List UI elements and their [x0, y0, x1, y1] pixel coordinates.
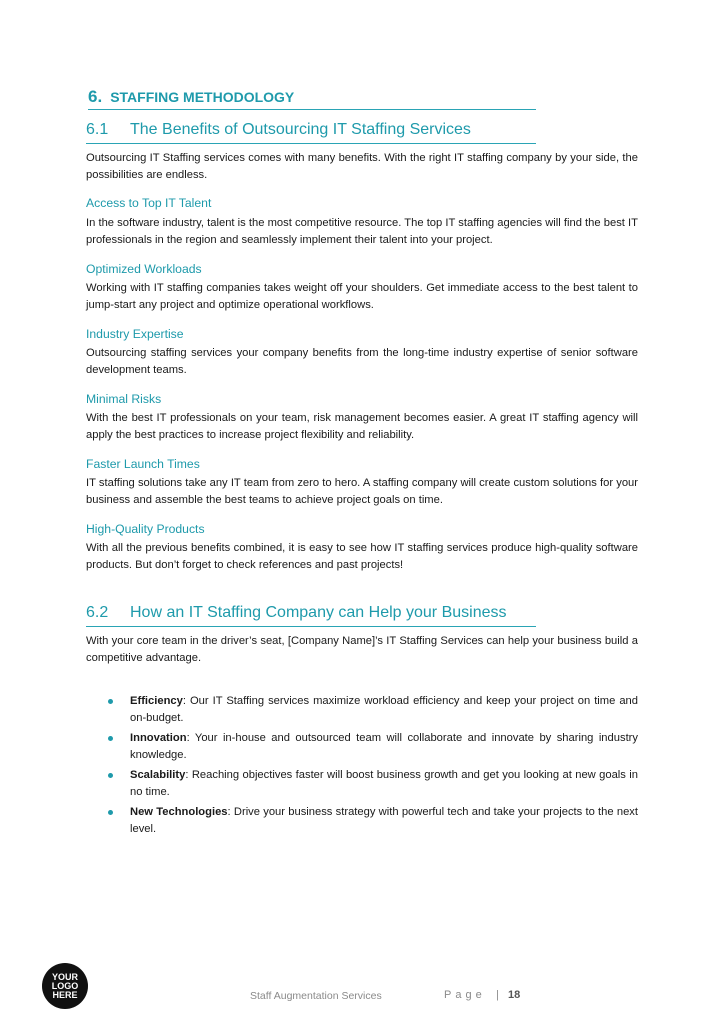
footer-page-label: Page: [444, 989, 486, 1001]
footer-page-number: 18: [508, 989, 521, 1001]
footer-document-title: Staff Augmentation Services: [250, 990, 382, 1002]
bullet-icon: [108, 773, 113, 778]
section-title: STAFFING METHODOLOGY: [110, 89, 295, 105]
advantages-list: [108, 693, 638, 841]
benefit-heading: Industry Expertise: [86, 327, 184, 341]
benefit-heading: Optimized Workloads: [86, 262, 202, 276]
bullet-text: : Our IT Staffing services maximize workload efficiency and keep your project on time and on-budget.: [130, 695, 638, 724]
bullet-icon: [108, 810, 113, 815]
subsection-heading-6-1: [86, 120, 536, 144]
section-number: 6.: [88, 87, 103, 106]
intro-paragraph: Outsourcing IT Staffing services comes with many benefits. With the right IT staffing company by your side, the possibilities are endless.: [86, 152, 638, 181]
bullet-text: : Reaching objectives faster will boost business growth and get you looking at new goals in no time.: [130, 769, 638, 798]
list-item: [108, 730, 638, 764]
bullet-term: Innovation: [130, 732, 187, 744]
benefit-text: Working with IT staffing companies takes weight off your shoulders. Get immediate access to the best talent to jump-start any project and optimize operational workflows.: [86, 282, 638, 311]
subsection-heading-6-2: [86, 603, 536, 627]
logo-text-line: HERE: [52, 989, 78, 1000]
bullet-text: : Your in-house and outsourced team will collaborate and innovate by sharing industry knowledge.: [130, 732, 638, 761]
logo-text-line: YOUR: [51, 971, 78, 982]
benefit-text: With all the previous benefits combined, it is easy to see how IT staffing services produce high-quality software products. But don’t forget to check references and past projects!: [86, 542, 638, 571]
benefit-text: Outsourcing staffing services your company benefits from the long-time industry expertise of senior software development teams.: [86, 347, 638, 376]
benefit-heading: Minimal Risks: [86, 392, 162, 406]
bullet-text: : Drive your business strategy with powerful tech and take your projects to the next level.: [130, 806, 639, 835]
subsection-number: 6.1: [86, 121, 109, 138]
bullet-icon: [108, 699, 113, 704]
bullet-term: Efficiency: [130, 695, 183, 707]
benefit-text: IT staffing solutions take any IT team from zero to hero. A staffing company will create custom solutions for your business and assemble the best teams to achieve project goals on time.: [86, 477, 638, 506]
bullet-icon: [108, 736, 113, 741]
logo-text-line: LOGO: [51, 980, 79, 991]
benefit-heading: Access to Top IT Talent: [86, 196, 212, 210]
footer-separator: |: [496, 989, 499, 1001]
benefit-heading: High-Quality Products: [86, 522, 205, 536]
list-item: [108, 767, 638, 801]
benefit-text: In the software industry, talent is the most competitive resource. The top IT staffing agencies will find the best IT professionals in the region and seamlessly implement their talent into your project.: [86, 217, 638, 246]
intro-paragraph: With your core team in the driver’s seat, [Company Name]’s IT Staffing Services can help your business build a competitive advantage.: [86, 635, 638, 664]
section-heading: [88, 88, 536, 110]
company-logo: [42, 963, 88, 1009]
benefit-heading: Faster Launch Times: [86, 457, 200, 471]
subsection-number: 6.2: [86, 604, 109, 621]
subsection-title: The Benefits of Outsourcing IT Staffing Services: [130, 121, 471, 138]
list-item: [108, 804, 638, 838]
benefit-text: With the best IT professionals on your team, risk management becomes easier. A great IT staffing agency will apply the best practices to increase project flexibility and reliability.: [86, 412, 638, 441]
bullet-term: Scalability: [130, 769, 186, 781]
subsection-title: How an IT Staffing Company can Help your Business: [130, 604, 507, 621]
list-item: [108, 693, 638, 727]
bullet-term: New Technologies: [130, 806, 228, 818]
